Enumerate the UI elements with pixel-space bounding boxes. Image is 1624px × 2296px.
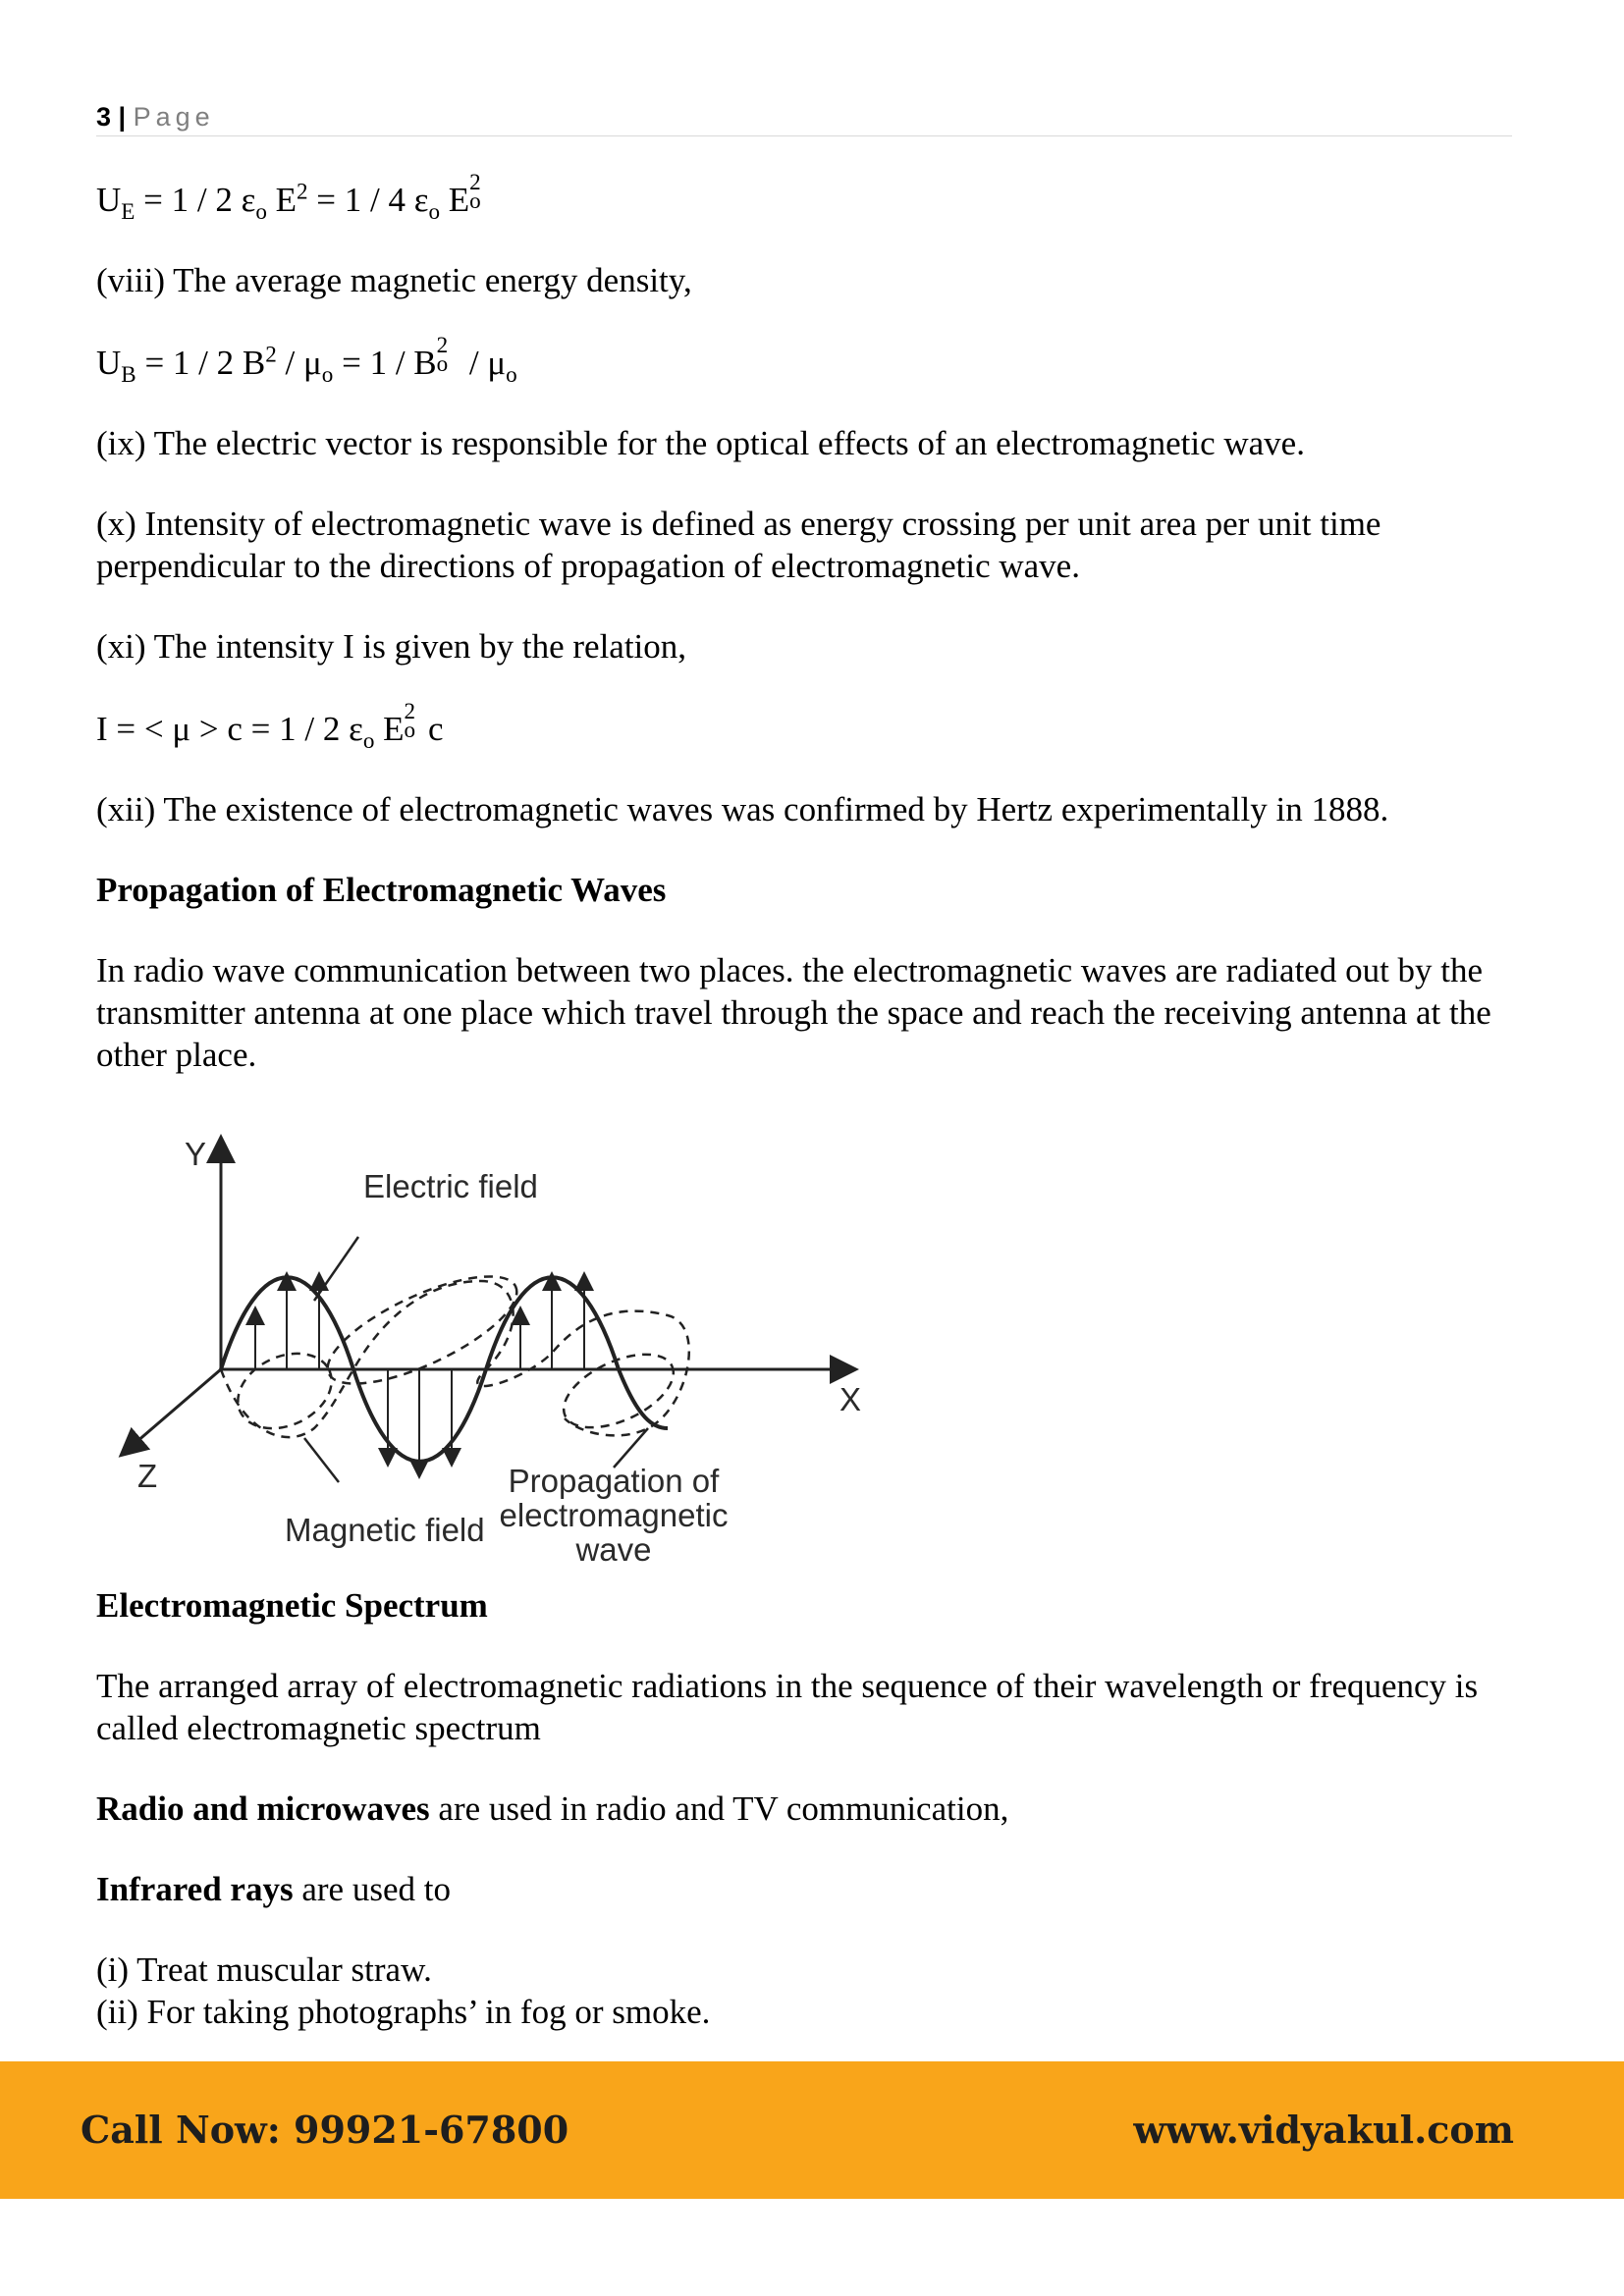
para-spectrum: The arranged array of electromagnetic radiations in the sequence of their wavelength or frequency is called electromagnetic spectrum <box>96 1667 1479 1747</box>
item-viii: (viii) The average magnetic energy density, <box>96 261 692 299</box>
label-electric-field: Electric field <box>363 1168 538 1204</box>
page-content <box>96 169 1520 2033</box>
heading-spectrum: Electromagnetic Spectrum <box>96 1586 488 1625</box>
call-now-text: Call Now: 99921-67800 <box>81 2108 569 2152</box>
label-propagation-2: electromagnetic <box>499 1497 729 1533</box>
item-x: (x) Intensity of electromagnetic wave is defined as energy crossing per unit area per unit time perpendicular to the directions of propagation of electromagnetic wave. <box>96 505 1381 585</box>
page-word: Page <box>133 102 215 132</box>
label-z: Z <box>137 1458 158 1494</box>
radio-bold: Radio and microwaves <box>96 1789 430 1828</box>
label-magnetic-field: Magnetic field <box>285 1512 485 1548</box>
website-link[interactable]: www.vidyakul.com <box>1133 2108 1514 2152</box>
list-item-i: (i) Treat muscular straw. <box>96 1950 432 1989</box>
para-propagation: In radio wave communication between two places. the electromagnetic waves are radiated out by the transmitter antenna at one place which travel through the space and reach the receiving antenna at the other place. <box>96 951 1491 1074</box>
infrared-bold: Infrared rays <box>96 1870 294 1908</box>
z-axis <box>130 1369 221 1448</box>
equation-ue: $U_E = 1 / 2$ $\varepsilon_o$ $E^2 = 1 / 4$ $\varepsilon_o$ E 2 o <box>96 169 481 224</box>
item-xii: (xii) The existence of electromagnetic waves was confirmed by Hertz experimentally in 1888. <box>96 790 1389 828</box>
page-number: 3 <box>96 102 112 132</box>
list-item-ii: (ii) For taking photographs’ in fog or smoke. <box>96 1993 711 2031</box>
equation-ub: $U_B = 1 / 2$ $B^2 / \mu_o = 1 / B$ 2 o / $\mu_o$ <box>96 332 517 387</box>
page-header <box>96 100 1512 133</box>
label-propagation-1: Propagation of <box>508 1463 720 1499</box>
label-y: Y <box>185 1136 207 1172</box>
radio-rest: are used in radio and TV communication, <box>429 1789 1009 1828</box>
equation-intensity: I = < μ > c = 1 / 2 $\varepsilon_o$ E 2 o c <box>96 698 444 753</box>
footer-banner <box>0 2061 1624 2199</box>
item-ix: (ix) The electric vector is responsible for the optical effects of an electromagnetic wave. <box>96 424 1305 462</box>
radio-line <box>96 1788 1520 1830</box>
item-xi: (xi) The intensity I is given by the relation, <box>96 627 687 666</box>
em-wave-diagram <box>118 1134 903 1580</box>
label-x: X <box>839 1381 862 1417</box>
infrared-rest: are used to <box>293 1870 451 1908</box>
page-separator: | <box>118 102 127 132</box>
label-propagation-3: wave <box>575 1531 652 1568</box>
infrared-line <box>96 1868 1520 1910</box>
heading-propagation: Propagation of Electromagnetic Waves <box>96 871 667 909</box>
header-rule <box>96 135 1512 136</box>
